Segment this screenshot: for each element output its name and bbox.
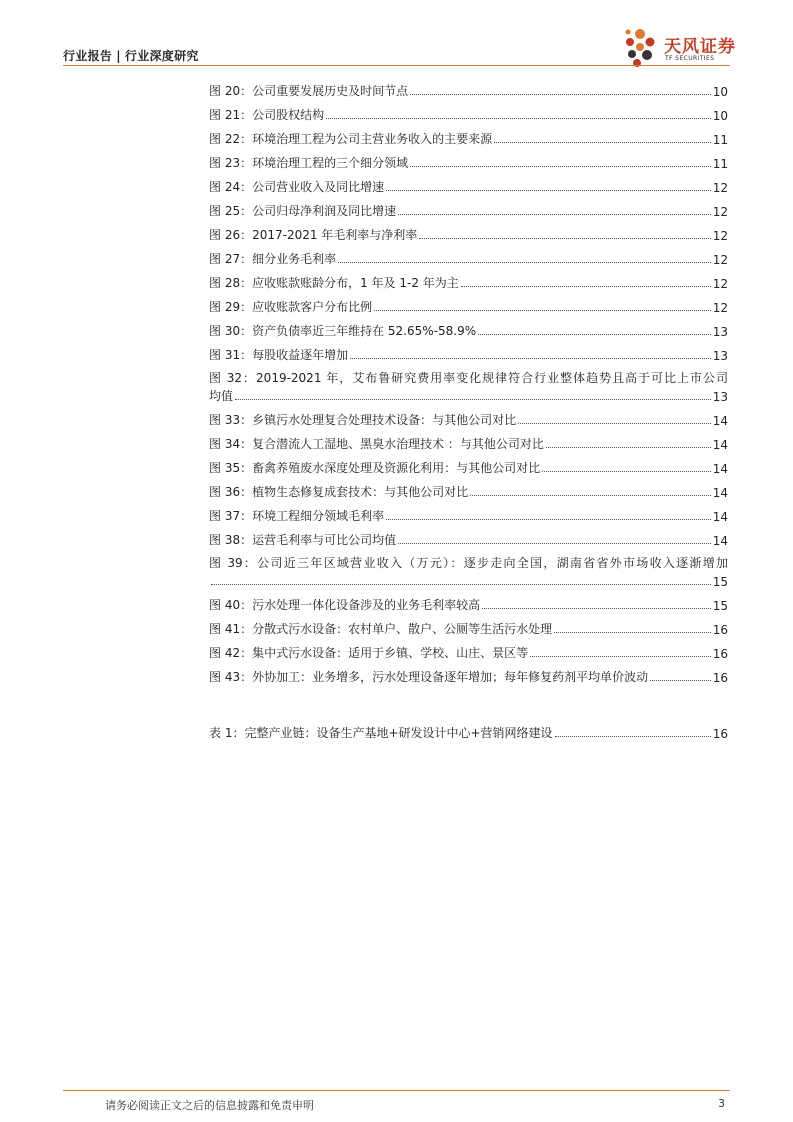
toc-entry-fig22[interactable] (209, 123, 728, 147)
toc-page: 14 (712, 414, 728, 428)
toc-leader (650, 680, 711, 681)
logo-petal-4 (636, 43, 644, 51)
toc-label: 图 25：公司归母净利润及同比增速 (209, 204, 397, 218)
toc-label: 图 35：畜禽养殖废水深度处理及资源化利用：与其他公司对比 (209, 461, 541, 475)
toc-entry-fig23[interactable] (209, 147, 728, 171)
logo-petal-8 (626, 30, 631, 35)
toc-entry-fig29[interactable] (209, 291, 728, 315)
footer-rule (63, 1090, 730, 1091)
toc-page: 11 (712, 133, 728, 147)
toc-leader (419, 238, 710, 239)
toc-page: 16 (712, 727, 728, 741)
toc-page: 14 (712, 486, 728, 500)
toc-page: 13 (712, 349, 728, 363)
toc-entry-fig24[interactable] (209, 171, 728, 195)
toc-leader (326, 118, 711, 119)
toc-entry-fig40[interactable] (209, 589, 728, 613)
toc-label: 图 29：应收账款客户分布比例 (209, 300, 373, 314)
toc-page: 13 (712, 390, 728, 404)
logo-name: 天风证券 (664, 37, 736, 57)
toc-page: 15 (712, 575, 728, 589)
toc-leader (386, 190, 711, 191)
toc-page: 15 (712, 599, 728, 613)
toc-entry-fig37[interactable] (209, 500, 728, 524)
toc-label: 图 28：应收账款账龄分布，1 年及 1-2 年为主 (209, 276, 459, 290)
header-rule (63, 65, 730, 66)
toc-label: 图 31：每股收益逐年增加 (209, 348, 349, 362)
toc-entry-fig35[interactable] (209, 452, 728, 476)
toc-entry-table1[interactable] (209, 717, 728, 741)
toc-entry-fig28[interactable] (209, 267, 728, 291)
toc-page: 12 (712, 229, 728, 243)
logo-petal-2 (626, 38, 634, 46)
toc-section-gap (209, 685, 728, 717)
report-subtype: 行业深度研究 (124, 49, 199, 63)
toc-leader (350, 358, 711, 359)
toc-entry-fig41[interactable] (209, 613, 728, 637)
toc-label: 图 30：资产负债率近三年维持在 52.65%-58.9% (209, 324, 477, 338)
toc-label: 图 39：公司近三年区域营业收入（万元）：逐步走向全国，湖南省省外市场收入逐渐增加 (209, 556, 728, 570)
toc-leader (554, 632, 711, 633)
toc-leader (410, 94, 711, 95)
toc-leader (478, 334, 711, 335)
toc-page: 16 (712, 671, 728, 685)
report-type: 行业报告 (63, 49, 113, 63)
toc-entry-fig38[interactable] (209, 524, 728, 548)
toc-leader (398, 214, 711, 215)
table-of-contents (209, 75, 728, 741)
toc-entry-fig27[interactable] (209, 243, 728, 267)
toc-entry-fig21[interactable] (209, 99, 728, 123)
toc-page: 14 (712, 462, 728, 476)
toc-leader (386, 519, 711, 520)
toc-leader (546, 447, 711, 448)
toc-label: 图 26：2017-2021 年毛利率与净利率 (209, 228, 418, 242)
toc-leader (494, 142, 711, 143)
logo-subtitle: TF SECURITIES (665, 55, 715, 62)
toc-page: 10 (712, 85, 728, 99)
toc-entry-fig32[interactable] (209, 363, 728, 404)
toc-entry-fig39[interactable] (209, 548, 728, 589)
toc-leader (482, 608, 711, 609)
toc-page: 16 (712, 623, 728, 637)
toc-page: 12 (712, 205, 728, 219)
toc-entry-fig31[interactable] (209, 339, 728, 363)
toc-page: 12 (712, 301, 728, 315)
logo-petal-5 (628, 50, 636, 58)
footer-page-number: 3 (718, 1097, 725, 1110)
logo-petal-6 (642, 50, 652, 60)
toc-label: 图 36：植物生态修复成套技术：与其他公司对比 (209, 485, 469, 499)
toc-page: 12 (712, 181, 728, 195)
toc-page: 12 (712, 253, 728, 267)
toc-label: 图 23：环境治理工程的三个细分领域 (209, 156, 409, 170)
toc-page: 16 (712, 647, 728, 661)
toc-leader (461, 286, 711, 287)
toc-leader (410, 166, 711, 167)
toc-leader (530, 656, 711, 657)
toc-page: 11 (712, 157, 728, 171)
toc-entry-fig34[interactable] (209, 428, 728, 452)
toc-label: 图 41：分散式污水设备：农村单户、散户、公厕等生活污水处理 (209, 622, 553, 636)
toc-leader (555, 736, 711, 737)
toc-label: 图 21：公司股权结构 (209, 108, 325, 122)
toc-page: 14 (712, 534, 728, 548)
tf-securities-logo (622, 26, 734, 70)
logo-petal-3 (646, 38, 655, 47)
toc-page: 12 (712, 277, 728, 291)
toc-entry-fig43[interactable] (209, 661, 728, 685)
toc-label: 图 37：环境工程细分领域毛利率 (209, 509, 385, 523)
header-separator: | (116, 49, 121, 63)
logo-petal-1 (635, 29, 645, 39)
toc-label: 图 32：2019-2021 年，艾布鲁研究费用率变化规律符合行业整体趋势且高于可比上市公司 (209, 371, 728, 385)
toc-page: 14 (712, 438, 728, 452)
toc-label: 图 34：复合潜流人工湿地、黑臭水治理技术 ：与其他公司对比 (209, 437, 544, 451)
toc-entry-fig25[interactable] (209, 195, 728, 219)
report-header (63, 47, 199, 64)
toc-entry-fig36[interactable] (209, 476, 728, 500)
toc-label-continued: 均值 (209, 389, 234, 403)
toc-leader (398, 543, 711, 544)
toc-label: 图 42：集中式污水设备：适用于乡镇、学校、山庄、景区等 (209, 646, 529, 660)
toc-label: 图 22：环境治理工程为公司主营业务收入的主要来源 (209, 132, 493, 146)
toc-page: 14 (712, 510, 728, 524)
toc-leader (235, 399, 711, 400)
toc-entry-fig42[interactable] (209, 637, 728, 661)
toc-page: 10 (712, 109, 728, 123)
footer-disclaimer: 请务必阅读正文之后的信息披露和免责申明 (105, 1099, 314, 1112)
toc-entry-fig33[interactable] (209, 404, 728, 428)
toc-label: 图 38：运营毛利率与可比公司均值 (209, 533, 397, 547)
toc-label: 图 40：污水处理一体化设备涉及的业务毛利率较高 (209, 598, 481, 612)
toc-entry-fig26[interactable] (209, 219, 728, 243)
toc-label: 图 27：细分业务毛利率 (209, 252, 337, 266)
toc-label: 表 1：完整产业链：设备生产基地+研发设计中心+营销网络建设 (209, 726, 553, 740)
toc-label: 图 20：公司重要发展历史及时间节点 (209, 84, 409, 98)
flower-logo-icon (622, 26, 662, 70)
toc-page: 13 (712, 325, 728, 339)
toc-entry-fig20[interactable] (209, 75, 728, 99)
toc-leader (542, 471, 711, 472)
toc-label: 图 33：乡镇污水处理复合处理技术设备：与其他公司对比 (209, 413, 517, 427)
toc-label: 图 24：公司营业收入及同比增速 (209, 180, 385, 194)
toc-leader (518, 423, 711, 424)
toc-leader (374, 310, 711, 311)
toc-leader (211, 584, 711, 585)
toc-leader (470, 495, 711, 496)
toc-leader (338, 262, 711, 263)
toc-label: 图 43：外协加工：业务增多，污水处理设备逐年增加；每年修复药剂平均单价波动 (209, 670, 649, 684)
toc-entry-fig30[interactable] (209, 315, 728, 339)
